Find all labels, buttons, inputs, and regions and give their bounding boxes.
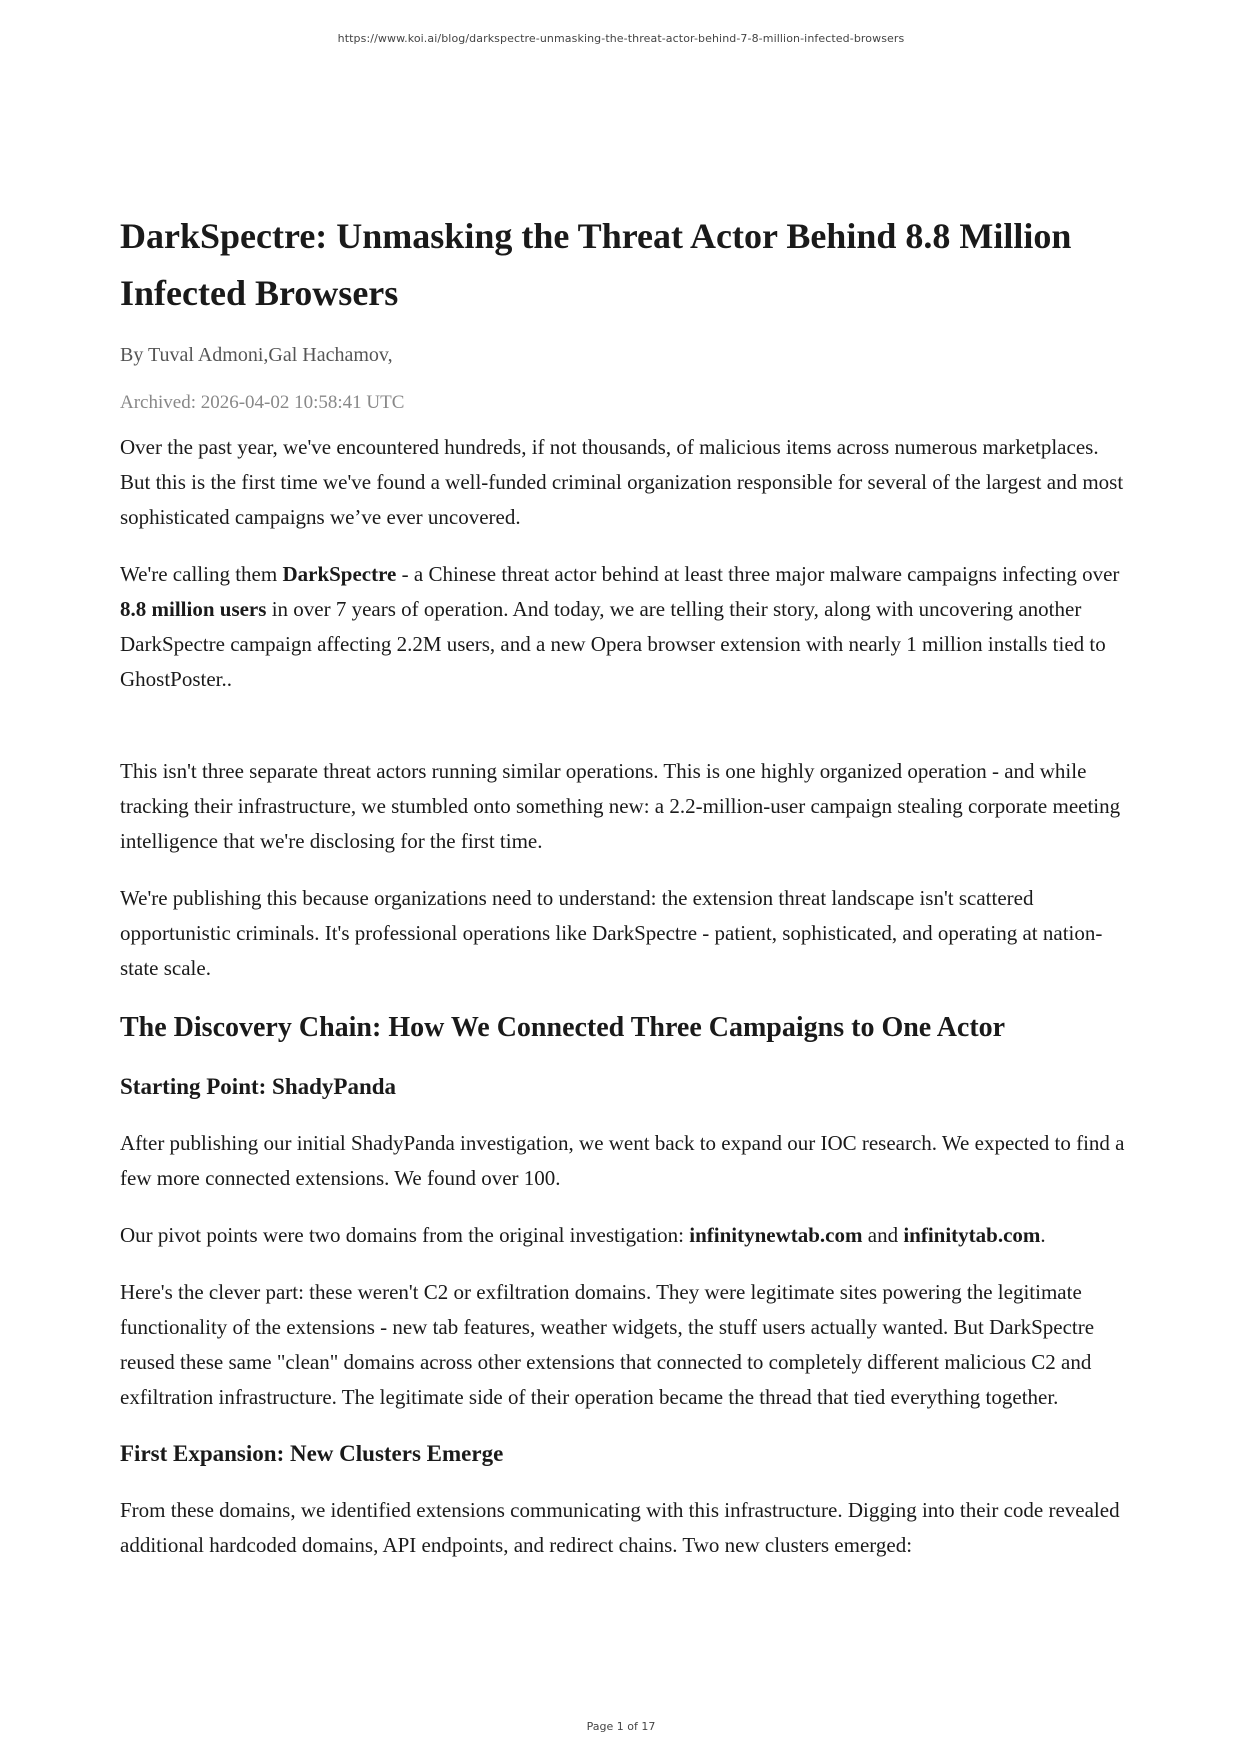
text-run: Our pivot points were two domains from the original investigation: [120,1223,690,1247]
article-title: DarkSpectre: Unmasking the Threat Actor Behind 8.8 Million Infected Browsers [120,216,1072,313]
bold-domain-infinitynewtab: infinitynewtab.com [689,1223,863,1247]
page-number: Page 1 of 17 [586,1720,656,1733]
paragraph-one-operation: This isn't three separate threat actors running similar operations. This is one highly organized operation - and while tracking their infrastructure, we stumbled onto something new: a 2.2-million-user campaign stealing corporate meeting intelligence that we're disclosing for the first time. [120,759,1121,853]
heading-starting-point: Starting Point: ShadyPanda [120,1074,397,1099]
article-byline: By Tuval Admoni,Gal Hachamov, [120,344,393,366]
bold-user-count: 8.8 million users [120,597,267,621]
article-body [120,208,1130,1585]
text-run: in over 7 years of operation. And today, we are telling their story, along with uncovering another DarkSpectre campaign affecting 2.2M users, and a new Opera browser extension with nearly 1 million installs tied to GhostPoster.. [120,597,1106,691]
paragraph-why-publishing: We're publishing this because organizations need to understand: the extension threat landscape isn't scattered opportunistic criminals. It's professional operations like DarkSpectre - patient, sophisticated, and operating at nation-state scale. [120,886,1103,980]
paragraph-clever-part: Here's the clever part: these weren't C2 or exfiltration domains. They were legitimate sites powering the legitimate functionality of the extensions - new tab features, weather widgets, the stuff users actually wanted. But DarkSpectre reused these same "clean" domains across other extensions that connected to completely different malicious C2 and exfiltration infrastructure. The legitimate side of their operation became the thread that tied everything together. [120,1280,1095,1409]
text-run: - a Chinese threat actor behind at least three major malware campaigns infecting over [396,562,1120,586]
bold-domain-infinitytab: infinitytab.com [903,1223,1041,1247]
heading-discovery-chain: The Discovery Chain: How We Connected Three Campaigns to One Actor [120,1012,1006,1043]
archived-timestamp: Archived: 2026-04-02 10:58:41 UTC [120,392,405,413]
paragraph-new-clusters: From these domains, we identified extensions communicating with this infrastructure. Digging into their code revealed additional hardcoded domains, API endpoints, and redirect chains. Two new clusters emerged: [120,1498,1120,1557]
paragraph-pivot-points [120,1218,1130,1253]
source-url: https://www.koi.ai/blog/darkspectre-unmasking-the-threat-actor-behind-7-8-million-infected-browsers [337,32,905,45]
text-run: . [1040,1223,1046,1247]
paragraph-darkspectre [120,557,1130,697]
heading-first-expansion: First Expansion: New Clusters Emerge [120,1441,504,1466]
paragraph-intro: Over the past year, we've encountered hundreds, if not thousands, of malicious items across numerous marketplaces. But this is the first time we've found a well-funded criminal organization responsible for several of the largest and most sophisticated campaigns we’ve ever uncovered. [120,435,1124,529]
paragraph-shadypanda: After publishing our initial ShadyPanda investigation, we went back to expand our IOC research. We expected to find a few more connected extensions. We found over 100. [120,1131,1125,1190]
bold-actor-name: DarkSpectre [282,562,397,586]
text-run: We're calling them [120,562,283,586]
text-run: and [862,1223,904,1247]
